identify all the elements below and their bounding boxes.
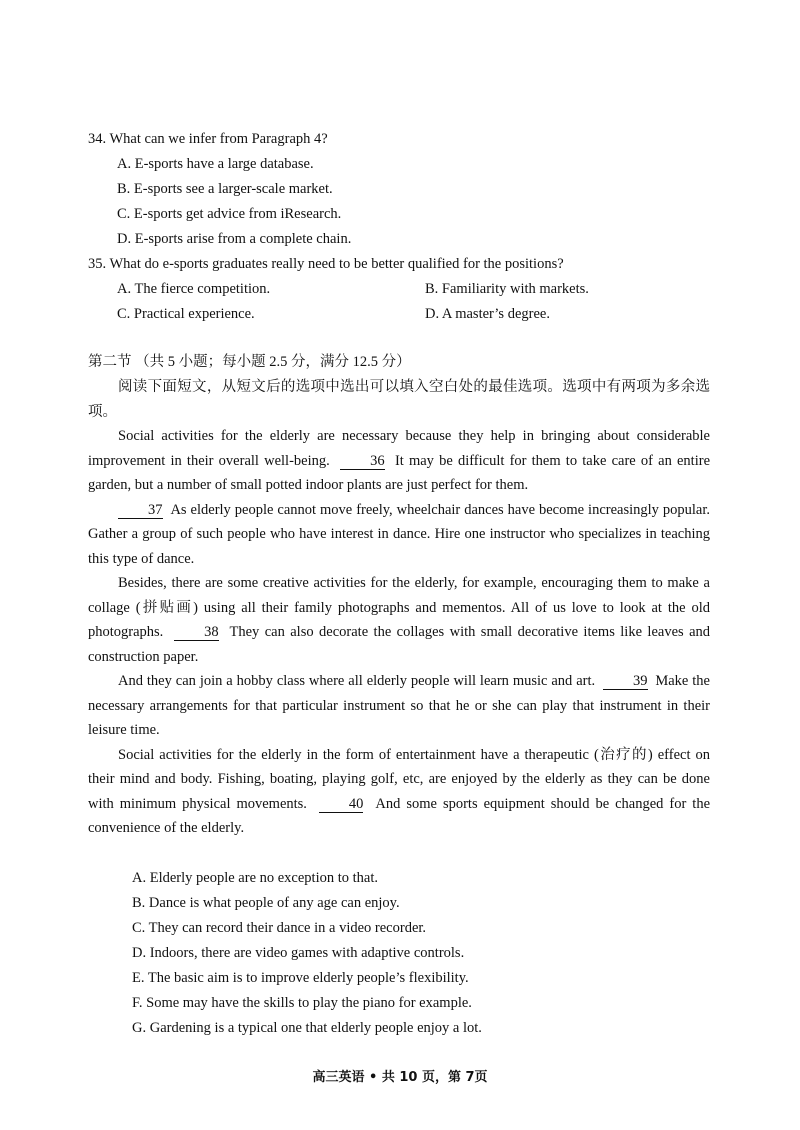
blank-39: 39 <box>603 673 648 690</box>
question-35-option-b: B. Familiarity with markets. <box>425 281 589 297</box>
section-2-instruction: 阅读下面短文，从短文后的选项中选出可以填入空白处的最佳选项。选项中有两项为多余选项。 <box>88 379 710 420</box>
choice-c: C. They can record their dance in a video recorder. <box>132 920 427 936</box>
passage-paragraph-3: Besides, there are some creative activities for the elderly, for example, encouraging them to make a collage (拼贴画) using all their family photographs and mementos. All of us love to look at the old photographs. 38 They can also decorate the collages with small decorative items like leaves and construction paper. <box>88 575 711 665</box>
blank-40: 40 <box>319 796 364 813</box>
choice-f: F. Some may have the skills to play the piano for example. <box>132 995 472 1011</box>
blank-38: 38 <box>174 624 219 641</box>
passage-paragraph-1: Social activities for the elderly are necessary because they help in bringing about considerable improvement in their overall well-being. 36 It may be difficult for them to take care of an entire garden, but a number of small potted indoor plants are just perfect for them. <box>88 428 710 493</box>
choice-a: A. Elderly people are no exception to that. <box>132 870 379 886</box>
question-34-option-a: A. E-sports have a large database. <box>117 156 314 172</box>
question-34-option-c: C. E-sports get advice from iResearch. <box>117 206 342 222</box>
question-35-option-c: C. Practical experience. <box>117 306 255 322</box>
question-35-stem: 35. What do e-sports graduates really need to be better qualified for the positions? <box>88 256 564 272</box>
passage <box>88 424 710 841</box>
choice-b: B. Dance is what people of any age can enjoy. <box>132 895 400 911</box>
passage-paragraph-5: Social activities for the elderly in the form of entertainment have a therapeutic (治疗的) effect on their mind and body. Fishing, boating, playing golf, etc, are enjoyed by the elderly as they can be done with minimum physical movements. 40 And some sports equipment should be changed for the convenience of the elderly. <box>88 746 711 836</box>
choice-d: D. Indoors, there are video games with adaptive controls. <box>132 945 465 961</box>
passage-paragraph-4: And they can join a hobby class where all elderly people will learn music and art. 39 Make the necessary arrangements for that particular instrument so that he or she can play that instrument in their leisure time. <box>88 673 710 738</box>
section-2-heading: 第二节 （共 5 小题；每小题 2.5 分，满分 12.5 分） <box>88 354 411 370</box>
passage-paragraph-2: 37 As elderly people cannot move freely, wheelchair dances have become increasingly popular. Gather a group of such people who have interest in dance. Hire one instructor who specializes in teaching this type of dance. <box>88 501 711 567</box>
choice-g: G. Gardening is a typical one that elderly people enjoy a lot. <box>132 1020 482 1036</box>
section-2-instruction-block <box>88 375 710 424</box>
question-34-option-b: B. E-sports see a larger-scale market. <box>117 181 333 197</box>
choice-e: E. The basic aim is to improve elderly people’s flexibility. <box>132 970 469 986</box>
blank-37: 37 <box>118 502 163 519</box>
blank-36: 36 <box>340 453 385 470</box>
question-34-option-d: D. E-sports arise from a complete chain. <box>117 231 352 247</box>
page-footer: 高三英语 • 共 10 页，第 7页 <box>312 1070 488 1085</box>
question-34-stem: 34. What can we infer from Paragraph 4? <box>88 131 328 147</box>
question-35-option-d: D. A master’s degree. <box>425 306 550 322</box>
question-35-option-a: A. The fierce competition. <box>117 281 271 297</box>
